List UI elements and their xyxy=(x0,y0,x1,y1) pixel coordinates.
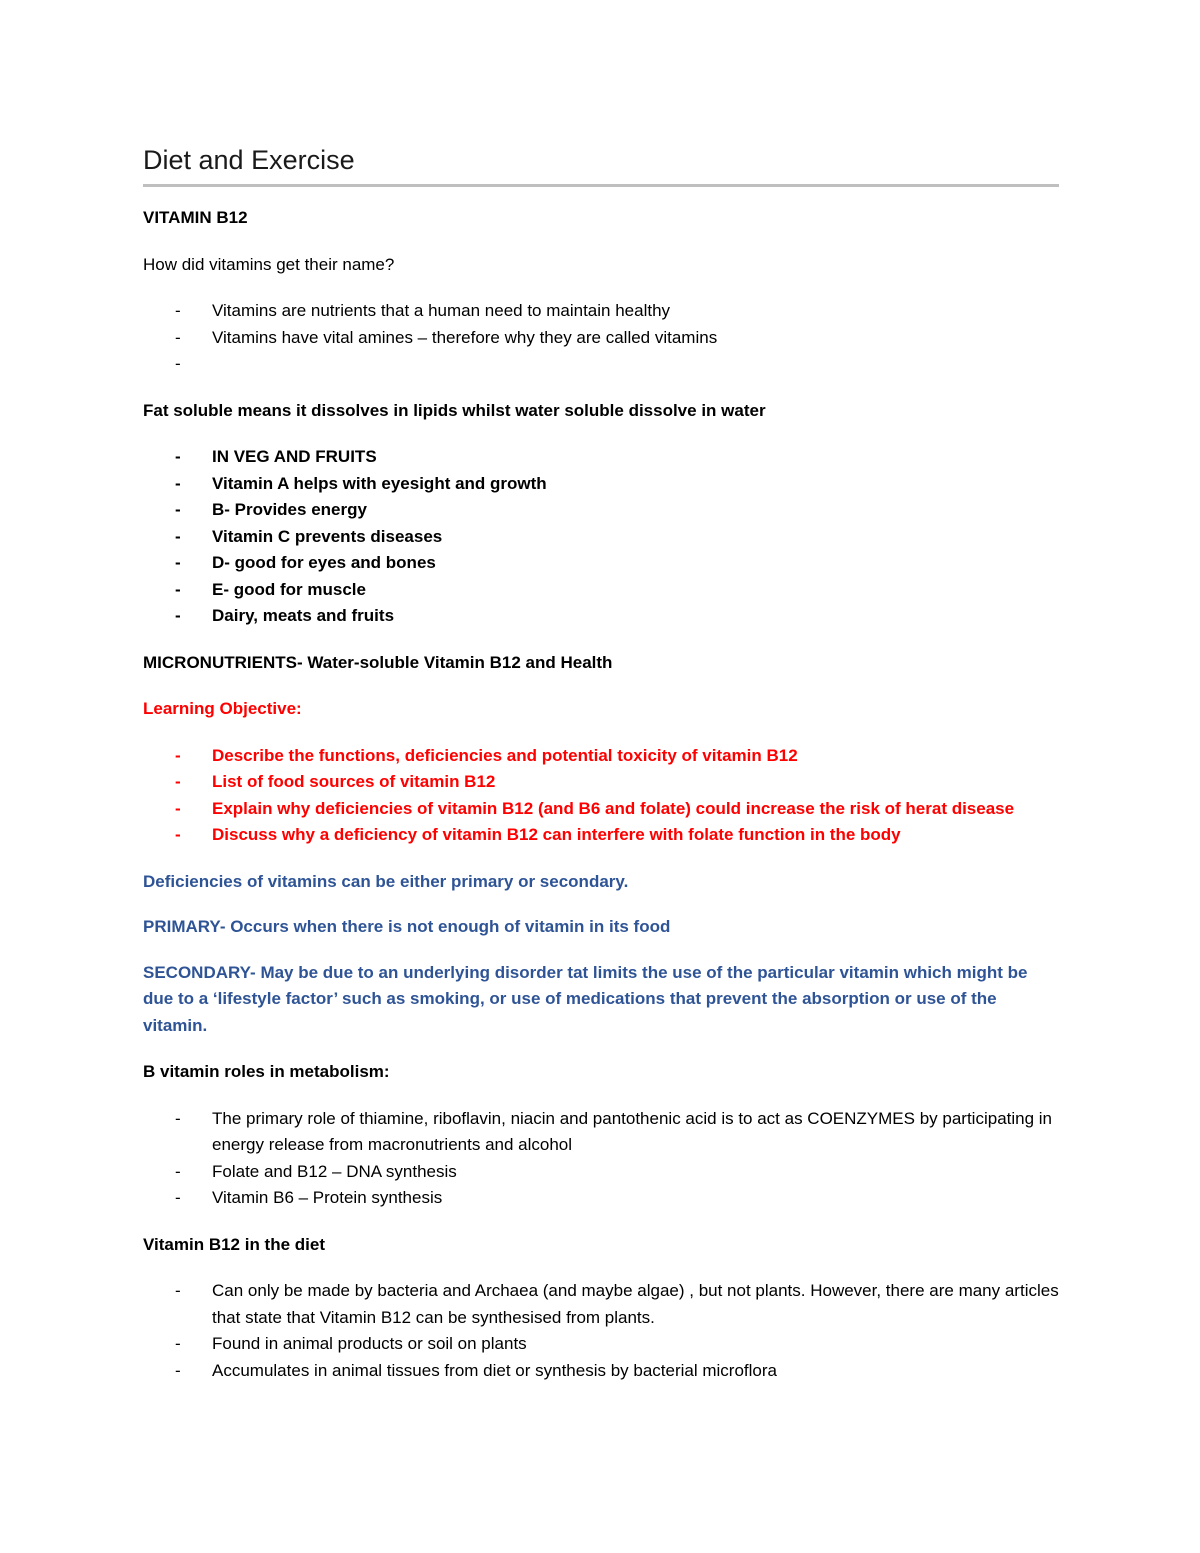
list-item: - Vitamin C prevents diseases xyxy=(175,526,443,546)
objectives-list xyxy=(143,743,1059,849)
document-title: Diet and Exercise xyxy=(143,145,355,175)
question-text: How did vitamins get their name? xyxy=(143,254,395,274)
secondary-text: SECONDARY- May be due to an underlying disorder tat limits the use of the particular vitamin which might be due to a ‘lifestyle factor’ such as smoking, or use of medications that prevent the absorption or use of the vitamin. xyxy=(143,962,1028,1035)
b-roles-heading: B vitamin roles in metabolism: xyxy=(143,1062,390,1081)
list-item: - B- Provides energy xyxy=(175,500,367,519)
list-item: - IN VEG AND FRUITS xyxy=(175,447,377,466)
list-item: - Explain why deficiencies of vitamin B12 (and B6 and folate) could increase the risk of herat disease xyxy=(175,798,1015,818)
document-page xyxy=(143,140,1059,1384)
list-item: - Accumulates in animal tissues from diet or synthesis by bacterial microflora xyxy=(175,1360,777,1380)
micronutrients-heading: MICRONUTRIENTS- Water-soluble Vitamin B12 and Health xyxy=(143,652,613,672)
deficiencies-text: Deficiencies of vitamins can be either primary or secondary. xyxy=(143,871,629,891)
list-item: - Dairy, meats and fruits xyxy=(175,606,395,625)
list-item: - Folate and B12 – DNA synthesis xyxy=(175,1161,457,1181)
b12-diet-heading: Vitamin B12 in the diet xyxy=(143,1234,326,1254)
diet-list xyxy=(143,1278,1059,1384)
list-item: - D- good for eyes and bones xyxy=(175,553,436,572)
list-item: - Vitamins have vital amines – therefore why they are called vitamins xyxy=(175,327,718,347)
list-item: - Describe the functions, deficiencies and potential toxicity of vitamin B12 xyxy=(175,745,798,765)
list-item: - Vitamin B6 – Protein synthesis xyxy=(175,1188,443,1207)
learning-objective-heading: Learning Objective: xyxy=(143,699,302,718)
primary-text: PRIMARY- Occurs when there is not enough of vitamin in its food xyxy=(143,917,671,936)
list-item: - Vitamin A helps with eyesight and growth xyxy=(175,473,547,493)
roles-list xyxy=(143,1106,1059,1212)
heading-vitamin-b12: VITAMIN B12 xyxy=(143,208,248,227)
list-item: - Can only be made by bacteria and Archaea (and maybe algae) , but not plants. However, there are many articles that state that Vitamin B12 can be synthesised from plants. xyxy=(175,1281,1059,1327)
list-item: - The primary role of thiamine, riboflavin, niacin and pantothenic acid is to act as COENZYMES by participating in energy release from macronutrients and alcohol xyxy=(175,1108,1053,1154)
list-item: - Discuss why a deficiency of vitamin B12 can interfere with folate function in the body xyxy=(175,825,901,844)
vitamin-list xyxy=(143,444,1059,630)
list-item: - Vitamins are nutrients that a human need to maintain healthy xyxy=(175,301,671,320)
fat-soluble-text: Fat soluble means it dissolves in lipids whilst water soluble dissolve in water xyxy=(143,400,766,420)
list-item: - E- good for muscle xyxy=(175,579,366,599)
title-underline xyxy=(143,184,1059,187)
list-item: - List of food sources of vitamin B12 xyxy=(175,772,496,791)
list-item: - xyxy=(175,354,181,373)
list-item: - Found in animal products or soil on plants xyxy=(175,1334,527,1353)
name-list xyxy=(143,298,1059,378)
